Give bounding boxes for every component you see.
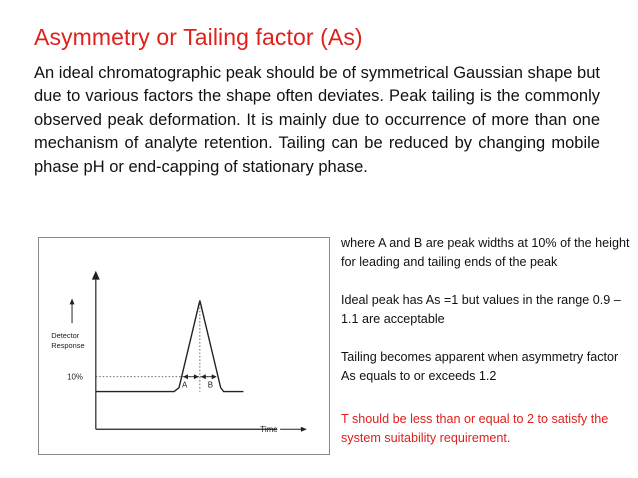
tailing-factor-figure (38, 237, 330, 455)
time-arrowhead (301, 427, 307, 432)
peak-trace (96, 300, 244, 391)
peak-diagram (39, 238, 329, 454)
y-axis-arrow (92, 271, 100, 280)
slide-title: Asymmetry or Tailing factor (As) (34, 24, 363, 50)
note-ideal-peak: Ideal peak has As =1 but values in the range 0.9 – 1.1 are acceptable (341, 293, 621, 326)
label-b: B (207, 380, 214, 390)
width-arrow-a-head-right (194, 374, 199, 379)
intro-paragraph: An ideal chromatographic peak should be of symmetrical Gaussian shape but due to various factors the shape often deviates. Peak tailing is the commonly observed peak deformation. It is mainly due to occurrence of more than one mechanism of analyte retention. Tailing can be reduced by changing mobile phase pH or end-capping of stationary phase. (34, 64, 600, 176)
y-axis-label-line1: Detector (51, 331, 80, 341)
x-axis-label: Time (260, 425, 278, 435)
width-arrow-b-head-left (201, 374, 206, 379)
note-tailing-apparent: Tailing becomes apparent when asymmetry factor As equals to or exceeds 1.2 (341, 350, 619, 383)
note-suitability-requirement: T should be less than or equal to 2 to satisfy the system suitability requirement. (341, 412, 609, 445)
width-arrow-a-head-left (183, 374, 188, 379)
y-axis-label-line2: Response (51, 340, 85, 350)
response-up-arrowhead (70, 298, 75, 304)
label-a: A (182, 380, 188, 390)
width-arrow-b-head-right (212, 374, 217, 379)
note-peak-widths: where A and B are peak widths at 10% of the height for leading and tailing ends of the peak (341, 236, 630, 269)
notes-panel (341, 234, 631, 467)
ten-percent-label: 10% (67, 372, 83, 382)
